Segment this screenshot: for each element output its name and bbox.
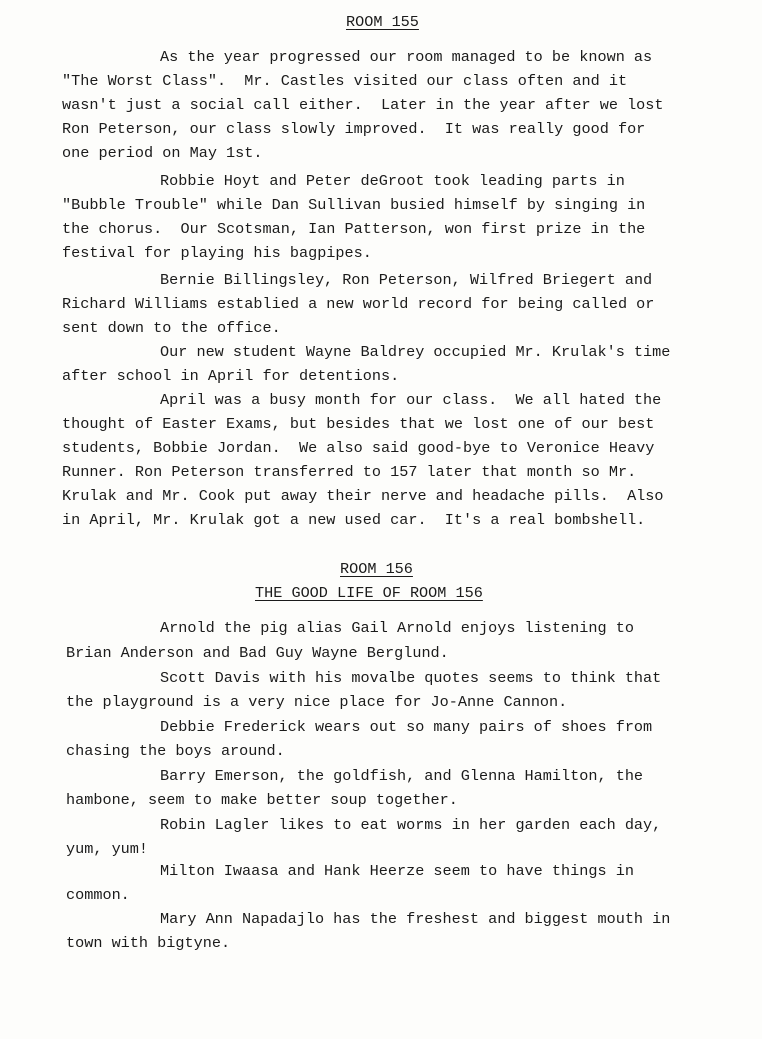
- text-line: Milton Iwaasa and Hank Heerze seem to have things in: [160, 862, 634, 880]
- text-line: Robbie Hoyt and Peter deGroot took leading parts in: [160, 172, 625, 190]
- text-line: students, Bobbie Jordan. We also said good-bye to Veronice Heavy: [62, 439, 655, 457]
- text-line: As the year progressed our room managed to be known as: [160, 48, 653, 66]
- text-line: Debbie Frederick wears out so many pairs of shoes from: [160, 718, 653, 736]
- text-line: thought of Easter Exams, but besides that we lost one of our best: [62, 415, 655, 433]
- text-line: chasing the boys around.: [66, 742, 285, 760]
- text-line: hambone, seem to make better soup together.: [66, 791, 458, 809]
- text-line: after school in April for detentions.: [62, 367, 400, 385]
- text-line: Our new student Wayne Baldrey occupied Mr. Krulak's time: [160, 343, 671, 361]
- text-line: Barry Emerson, the goldfish, and Glenna Hamilton, the: [160, 767, 644, 785]
- room-155-heading: ROOM 155: [346, 13, 419, 31]
- text-line: Krulak and Mr. Cook put away their nerve and headache pills. Also: [62, 487, 664, 505]
- text-line: "Bubble Trouble" while Dan Sullivan busied himself by singing in: [62, 196, 646, 214]
- text-line: the playground is a very nice place for Jo-Anne Cannon.: [66, 693, 568, 711]
- text-line: Richard Williams establied a new world record for being called or: [62, 295, 655, 313]
- text-line: common.: [66, 886, 130, 904]
- text-line: Robin Lagler likes to eat worms in her garden each day,: [160, 816, 662, 834]
- text-line: the chorus. Our Scotsman, Ian Patterson, won first prize in the: [62, 220, 646, 238]
- room-156-subheading: THE GOOD LIFE OF ROOM 156: [255, 584, 483, 602]
- text-line: Bernie Billingsley, Ron Peterson, Wilfred Briegert and: [160, 271, 653, 289]
- text-line: Mary Ann Napadajlo has the freshest and biggest mouth in: [160, 910, 671, 928]
- text-line: Runner. Ron Peterson transferred to 157 later that month so Mr.: [62, 463, 637, 481]
- text-line: festival for playing his bagpipes.: [62, 244, 372, 262]
- text-line: Scott Davis with his movalbe quotes seems to think that: [160, 669, 662, 687]
- text-line: town with bigtyne.: [66, 934, 231, 952]
- text-line: in April, Mr. Krulak got a new used car. It's a real bombshell.: [62, 511, 646, 529]
- text-line: wasn't just a social call either. Later in the year after we lost: [62, 96, 664, 114]
- text-line: Ron Peterson, our class slowly improved. It was really good for: [62, 120, 646, 138]
- text-line: one period on May 1st.: [62, 144, 263, 162]
- text-line: sent down to the office.: [62, 319, 281, 337]
- text-line: yum, yum!: [66, 840, 149, 858]
- room-156-heading: ROOM 156: [340, 560, 413, 578]
- text-line: Brian Anderson and Bad Guy Wayne Berglund.: [66, 644, 449, 662]
- text-line: Arnold the pig alias Gail Arnold enjoys listening to: [160, 619, 634, 637]
- text-line: April was a busy month for our class. We all hated the: [160, 391, 662, 409]
- text-line: "The Worst Class". Mr. Castles visited our class often and it: [62, 72, 628, 90]
